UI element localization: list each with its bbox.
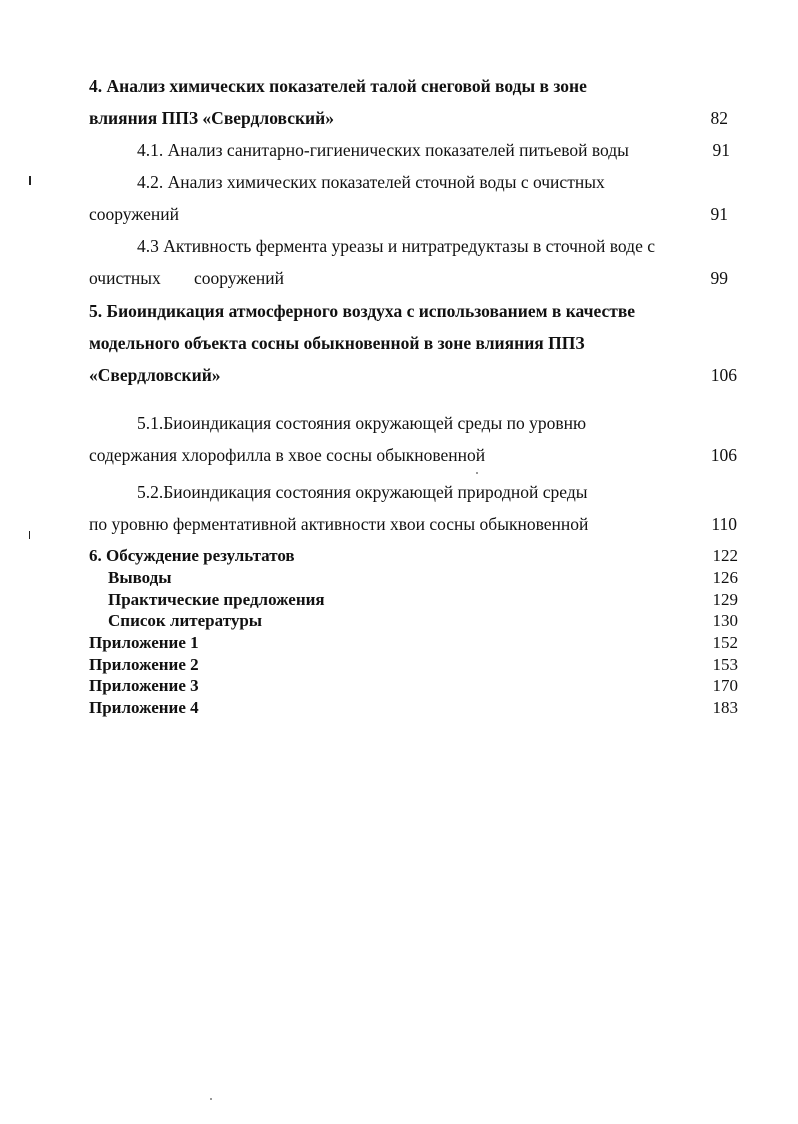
- toc-appendix-1: Приложение 1: [89, 633, 199, 652]
- toc-conclusions: Выводы: [108, 568, 172, 587]
- toc-references: Список литературы: [108, 611, 263, 630]
- scan-speck: [210, 1098, 212, 1100]
- toc-s4-1-page: 91: [712, 140, 730, 160]
- toc-s4-2-page: 91: [710, 204, 728, 224]
- toc-appendix-3: Приложение 3: [89, 676, 199, 695]
- toc-s5-2-line2: по уровню ферментативной активности хвои сосны обыкновенной: [89, 514, 589, 534]
- toc-s4-2-line2: сооружений: [89, 204, 180, 224]
- scan-mark: [29, 531, 30, 539]
- toc-appendix-2-page: 153: [712, 655, 738, 674]
- toc-s4-2-line1: 4.2. Анализ химических показателей сточной воды с очистных: [137, 172, 605, 192]
- toc-s4-title-line1: 4. Анализ химических показателей талой снеговой воды в зоне: [89, 76, 587, 96]
- toc-s5-2-line1: 5.2.Биоиндикация состояния окружающей природной среды: [137, 482, 588, 502]
- toc-s4-page: 82: [710, 108, 728, 128]
- scan-mark: [29, 176, 31, 185]
- toc-appendix-2: Приложение 2: [89, 655, 199, 674]
- toc-s5-page: 106: [710, 365, 737, 385]
- toc-s5-title-line3: «Свердловский»: [89, 365, 221, 385]
- toc-s5-1-line2: содержания хлорофилла в хвое сосны обыкновенной: [89, 445, 486, 465]
- toc-practical-page: 129: [712, 590, 738, 609]
- toc-practical: Практические предложения: [108, 590, 325, 609]
- toc-s6-title: 6. Обсуждение результатов: [89, 546, 295, 565]
- toc-appendix-1-page: 152: [712, 633, 738, 652]
- toc-appendix-4-page: 183: [712, 698, 738, 717]
- toc-appendix-4: Приложение 4: [89, 698, 199, 717]
- toc-references-page: 130: [712, 611, 738, 630]
- toc-s4-3-line1: 4.3 Активность фермента уреазы и нитратредуктазы в сточной воде с: [137, 236, 655, 256]
- toc-s5-1-page: 106: [710, 445, 737, 465]
- toc-appendix-3-page: 170: [712, 676, 738, 695]
- toc-s5-1-line1: 5.1.Биоиндикация состояния окружающей среды по уровню: [137, 413, 587, 433]
- scan-speck: [476, 472, 478, 474]
- toc-s6-page: 122: [712, 546, 738, 565]
- toc-s5-2-page: 110: [711, 514, 737, 534]
- toc-s4-1-text: 4.1. Анализ санитарно-гигиенических показателей питьевой воды: [137, 140, 629, 160]
- toc-s4-title-line2: влияния ППЗ «Свердловский»: [89, 108, 334, 128]
- toc-s4-3-page: 99: [710, 268, 728, 288]
- toc-s4-3-line2b: сооружений: [194, 268, 285, 288]
- toc-s5-title-line1: 5. Биоиндикация атмосферного воздуха с использованием в качестве: [89, 301, 636, 321]
- toc-conclusions-page: 126: [712, 568, 738, 587]
- toc-s4-3-line2a: очистных: [89, 268, 161, 288]
- toc-s5-title-line2: модельного объекта сосны обыкновенной в зоне влияния ППЗ: [89, 333, 585, 353]
